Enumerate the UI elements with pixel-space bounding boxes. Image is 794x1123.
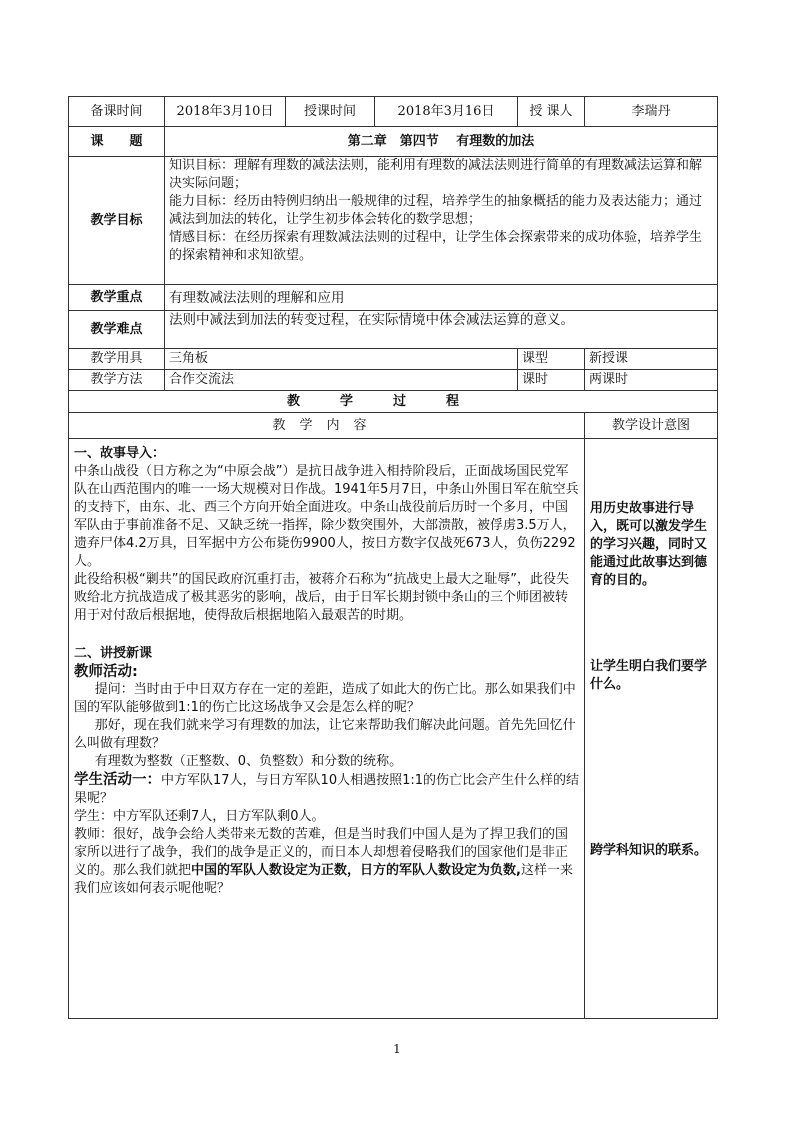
topic-label: 课 题: [69, 127, 165, 157]
goal-ability: 能力目标：经历由特例归纳出一般规律的过程，培养学生的抽象概括的能力及表达能力；通过减法到加法的转化，让学生初步体会转化的数学思想；: [169, 194, 703, 227]
teacher-label: 授 课人: [518, 97, 585, 127]
story-paragraph-2: 此役给积极“剿共”的国民政府沉重打击，被蒋介石称为“抗战史上最大之耻辱”，此役失败给北方抗战造成了极其恶劣的影响，战后，由于日军长期封锁中条山的三个师团被转用于对付敌后根据地，使得敌后根据地陷入最艰苦的时期。: [74, 572, 569, 623]
topic-value: 第二章 第四节 有理数的加法: [165, 127, 718, 157]
teaching-content: [69, 439, 585, 1019]
content-header: 教学内容: [69, 413, 585, 439]
tools-label: 教学用具: [69, 349, 165, 370]
lesson-type-value: 新授课: [585, 349, 718, 370]
tools-row: [69, 349, 718, 370]
process-title: 教学过程: [69, 391, 718, 413]
goal-knowledge: 知识目标：理解有理数的减法法则，能利用有理数的减法法则进行简单的有理数减法运算和解决实际问题；: [169, 158, 703, 191]
intent-header: 教学设计意图: [585, 413, 718, 439]
teacher-value: 李瑞丹: [585, 97, 718, 127]
teacher-intro: 那好，现在我们就来学习有理数的加法，让它来帮助我们解决此问题。首先先回忆什么叫做有理数？: [74, 718, 576, 751]
class-time-label: 授课时间: [286, 97, 375, 127]
intent-note-2: 让学生明白我们要学什么。: [590, 659, 708, 692]
teacher-answer-part-c: 这样一来我们应该如何表示呢他呢？: [74, 863, 573, 896]
difficulty-row: [69, 311, 718, 349]
goals-row: [69, 157, 718, 285]
lesson-plan-table: [68, 96, 718, 1019]
teacher-activity-label: 教师活动:: [74, 664, 138, 680]
difficulty-label: 教学难点: [69, 311, 165, 349]
process-title-row: [69, 391, 718, 413]
page-number: 1: [393, 1042, 401, 1056]
method-value: 合作交流法: [165, 370, 518, 391]
student-activity-question: 中方军队17人，与日方军队10人相遇按照1:1的伤亡比会产生什么样的结果呢？: [74, 773, 580, 806]
method-label: 教学方法: [69, 370, 165, 391]
teacher-question: 提问：当时由于中日双方存在一定的差距，造成了如此大的伤亡比。那么如果我们中国的军队能够做到1:1的伤亡比这场战争又会是怎么样的呢？: [74, 682, 576, 715]
goal-emotion: 情感目标：在经历探索有理数减法法则的过程中，让学生体会探索带来的成功体验，培养学生的探索精神和求知欲望。: [169, 230, 703, 263]
intent-note-1: 用历史故事进行导入，既可以激发学生的学习兴趣，同时又能通过此故事达到德育的目的。: [590, 501, 708, 588]
tools-value: 三角板: [165, 349, 518, 370]
section-story-title: 一、故事导入：: [74, 446, 166, 461]
focus-row: [69, 285, 718, 311]
difficulty-value: 法则中减法到加法的转变过程，在实际情境中体会减法运算的意义。: [165, 311, 718, 349]
story-paragraph-1: 中条山战役（日方称之为“中原会战”）是抗日战争进入相持阶段后，正面战场国民党军队在山西范围内的唯一一场大规模对日作战。1941年5月7日，中条山外围日军在航空兵的支持下，由东、北、西三个方向开始全面进攻。中条山战役前后历时一个多月，中国军队由于事前准备不足、又缺乏统一指挥，除少数突围外，大部溃散，被俘虏3.5万人，遗弃尸体4.2万具，日军据中方公布毙伤9900人，按日方数字仅战死673人，负伤2292人。: [74, 464, 579, 569]
student-activity-label: 学生活动一：: [74, 772, 161, 788]
prep-time-label: 备课时间: [69, 97, 165, 127]
hours-value: 两课时: [585, 370, 718, 391]
class-time-value: 2018年3月16日: [375, 97, 518, 127]
rational-definition: 有理数为整数（正整数、0、负整数）和分数的统称。: [94, 754, 403, 769]
focus-value: 有理数减法法则的理解和应用: [165, 285, 718, 311]
column-header-row: [69, 413, 718, 439]
goals-content: [165, 157, 718, 285]
header-row: [69, 97, 718, 127]
teacher-answer: [74, 826, 579, 898]
student-answer: 学生：中方军队还剩7人，日方军队剩0人。: [74, 809, 325, 824]
student-activity: [74, 771, 579, 808]
teacher-answer-part-a: 教师：很好，战争会给人类带来无数的苦难，但是当时我们中国人是为了捍卫我们的国家所以进行了战争，我们的战争是正义的，而日本人却想着侵略我们的国家他们是非正义的。那么我们就把: [74, 827, 569, 878]
teacher-answer-bold: 中国的军队人数设定为正数，日方的军队人数设定为负数,: [191, 863, 521, 878]
process-body-row: [69, 439, 718, 1019]
design-intent: [585, 439, 718, 1019]
hours-label: 课时: [518, 370, 585, 391]
method-row: [69, 370, 718, 391]
section-new-lesson-title: 二、讲授新课: [74, 646, 153, 661]
focus-label: 教学重点: [69, 285, 165, 311]
topic-row: [69, 127, 718, 157]
intent-note-3: 跨学科知识的联系。: [590, 843, 708, 858]
lesson-type-label: 课型: [518, 349, 585, 370]
goals-label: 教学目标: [69, 157, 165, 285]
prep-time-value: 2018年3月10日: [165, 97, 286, 127]
